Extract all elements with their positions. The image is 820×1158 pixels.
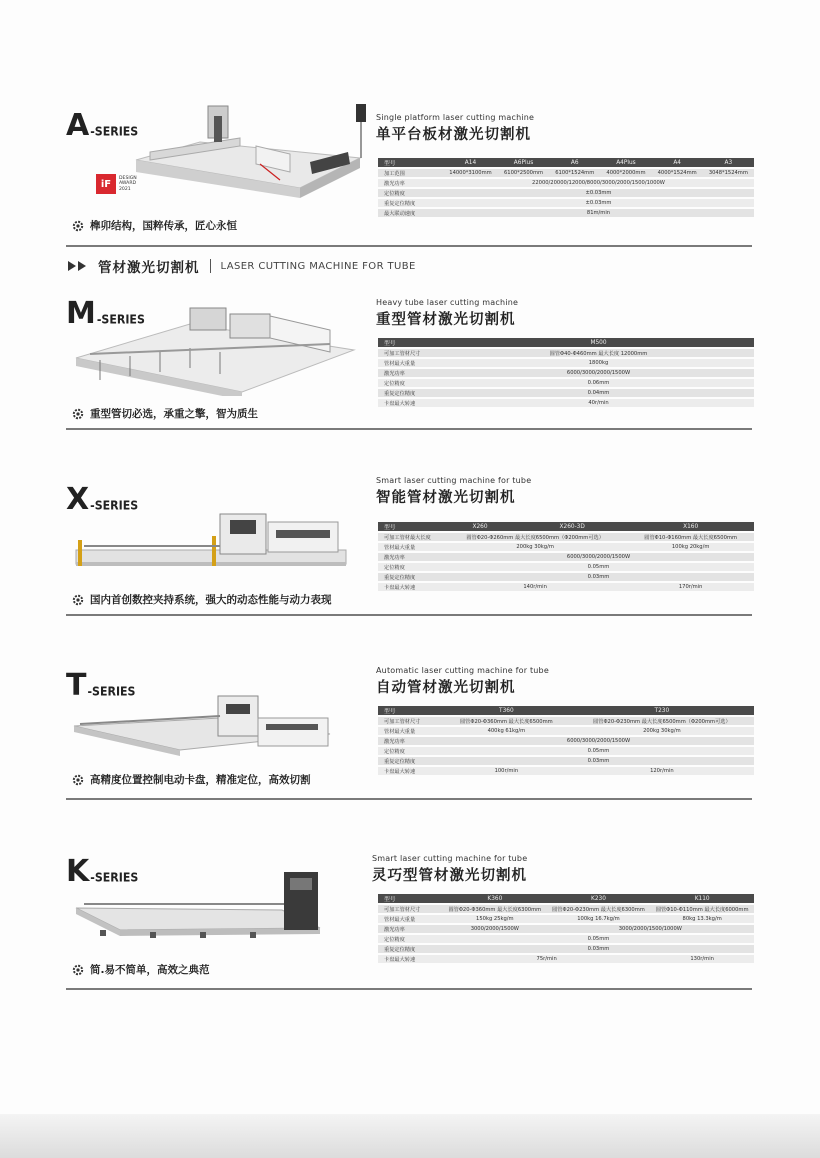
spec-cell: 6100*1524mm [549, 169, 600, 177]
gear-icon [72, 220, 84, 232]
spec-cell: 0.03mm [443, 945, 754, 953]
spec-header-cell: 型号 [378, 338, 443, 347]
tagline-text: 高精度位置控制电动卡盘，精准定位，高效切割 [90, 774, 311, 786]
spec-header-row [378, 158, 754, 167]
series-tagline [72, 772, 311, 787]
spec-cell: 130r/min [650, 955, 754, 963]
series-letter: A [66, 108, 89, 143]
heading-en: Automatic laser cutting machine for tube [376, 666, 549, 675]
spec-cell: 200kg 30kg/m [570, 727, 754, 735]
spec-label-cell: 激光功率 [378, 737, 443, 745]
spec-table [378, 520, 754, 593]
spec-cell: 0.05mm [443, 563, 754, 571]
series-suffix: -SERIES [87, 684, 136, 699]
spec-row [378, 767, 754, 775]
spec-label-cell: 可加工管材最大长度 [378, 533, 443, 541]
spec-label-cell: 卡盘最大转速 [378, 399, 443, 407]
spec-label-cell: 管材最大重量 [378, 543, 443, 551]
heading-cn: 智能管材激光切割机 [376, 490, 516, 506]
spec-header-cell: A14 [443, 158, 498, 167]
spec-cell: 170r/min [627, 583, 754, 591]
series-tagline [72, 406, 258, 421]
spec-row [378, 737, 754, 745]
spec-cell: 圆管Φ40-Φ460mm 最大长度 12000mm [443, 349, 754, 357]
heading-cn: 单平台板材激光切割机 [376, 127, 531, 143]
spec-header-cell: T230 [570, 706, 754, 715]
heading-cn: 重型管材激光切割机 [376, 312, 516, 328]
tube-header-cn: 管材激光切割机 [98, 260, 200, 276]
gear-icon [72, 774, 84, 786]
series-letter: M [66, 296, 95, 331]
tagline-text: 简.易不简单，高效之典范 [90, 964, 210, 976]
series-tagline [72, 592, 332, 607]
spec-label-cell: 可加工管材尺寸 [378, 905, 443, 913]
spec-cell: 圆管Φ10-Φ160mm 最大长度6500mm [627, 533, 754, 541]
spec-label-cell: 可加工管材尺寸 [378, 717, 443, 725]
spec-cell: 1800kg [443, 359, 754, 367]
section-divider [66, 428, 752, 430]
spec-label-cell: 卡盘最大转速 [378, 583, 443, 591]
series-suffix: -SERIES [96, 312, 145, 327]
spec-cell: 6000/3000/2000/1500W [443, 737, 754, 745]
heading-en: Smart laser cutting machine for tube [376, 476, 532, 485]
double-arrow-icon [66, 259, 90, 273]
spec-label-cell: 卡盘最大转速 [378, 767, 443, 775]
series-suffix: -SERIES [90, 124, 139, 139]
spec-header-cell: A6 [549, 158, 600, 167]
spec-header-row [378, 706, 754, 715]
series-heading [376, 476, 531, 507]
spec-cell: 100kg 20kg/m [627, 543, 754, 551]
spec-header-cell: K360 [443, 894, 547, 903]
spec-label-cell: 定位精度 [378, 379, 443, 387]
spec-label-cell: 激光功率 [378, 553, 443, 561]
series-heading [376, 113, 534, 144]
spec-label-cell: 激光功率 [378, 369, 443, 377]
section-divider [66, 245, 752, 247]
spec-cell: 3048*1524mm [703, 169, 754, 177]
spec-cell: 0.05mm [443, 935, 754, 943]
award-line2: AWARD [119, 181, 137, 187]
spec-cell: 0.05mm [443, 747, 754, 755]
spec-row [378, 935, 754, 943]
spec-cell: 0.04mm [443, 389, 754, 397]
series-suffix: -SERIES [90, 498, 139, 513]
spec-cell: 圆管Φ20-Φ230mm 最大长度6300mm [547, 905, 651, 913]
series-tagline [72, 962, 210, 977]
header-separator [210, 259, 211, 273]
if-mark: iF [96, 174, 116, 194]
spec-cell: 4000*1524mm [652, 169, 703, 177]
spec-cell: 100r/min [443, 767, 570, 775]
spec-label-cell: 定位精度 [378, 747, 443, 755]
spec-label-cell: 定位精度 [378, 189, 443, 197]
section-divider [66, 614, 752, 616]
m-series-machine-image [70, 300, 360, 396]
tube-category-header [66, 256, 416, 276]
spec-header-cell: 型号 [378, 706, 443, 715]
series-tagline [72, 218, 237, 233]
spec-row [378, 389, 754, 397]
section-divider [66, 988, 752, 990]
tagline-text: 榫卯结构，国粹传承，匠心永恒 [90, 220, 237, 232]
k-series-machine-image [70, 868, 360, 948]
spec-label-cell: 定位精度 [378, 935, 443, 943]
spec-cell: 140r/min [443, 583, 627, 591]
series-heading [376, 666, 549, 697]
spec-header-cell: M500 [443, 338, 754, 347]
spec-header-cell: X260-3D [517, 522, 627, 531]
spec-label-cell: 激光功率 [378, 925, 443, 933]
spec-row [378, 349, 754, 357]
spec-row [378, 169, 754, 177]
spec-row [378, 553, 754, 561]
t-series-machine-image [70, 694, 360, 764]
spec-label-cell: 重复定位精度 [378, 757, 443, 765]
spec-cell: 6100*2500mm [498, 169, 549, 177]
section-divider [66, 798, 752, 800]
gear-icon [72, 964, 84, 976]
spec-cell: 圆管Φ20-Φ260mm 最大长度6500mm（Φ200mm可选） [443, 533, 627, 541]
spec-header-row [378, 338, 754, 347]
spec-cell: 100kg 16.7kg/m [547, 915, 651, 923]
series-letter: T [66, 668, 86, 703]
spec-table [378, 892, 754, 965]
spec-cell: 200kg 30kg/m [443, 543, 627, 551]
heading-cn: 灵巧型管材激光切割机 [372, 868, 527, 884]
spec-label-cell: 加工范围 [378, 169, 443, 177]
heading-en: Smart laser cutting machine for tube [372, 854, 528, 863]
spec-label-cell: 管材最大重量 [378, 359, 443, 367]
spec-row [378, 573, 754, 581]
tagline-text: 国内首创数控夹持系统，强大的动态性能与动力表现 [90, 594, 332, 606]
spec-cell: 150kg 25kg/m [443, 915, 547, 923]
gear-icon [72, 408, 84, 420]
spec-header-row [378, 522, 754, 531]
heading-en: Heavy tube laser cutting machine [376, 298, 519, 307]
spec-cell: 圆管Φ20-Φ360mm 最大长度6500mm [443, 717, 570, 725]
spec-header-cell: T360 [443, 706, 570, 715]
spec-header-cell: 型号 [378, 894, 443, 903]
spec-label-cell: 可加工管材尺寸 [378, 349, 443, 357]
spec-cell: 22000/20000/12000/8000/3000/2000/1500/1000W [443, 179, 754, 187]
spec-cell: 圆管Φ20-Φ360mm 最大长度6300mm [443, 905, 547, 913]
spec-cell: 6000/3000/2000/1500W [443, 369, 754, 377]
spec-header-cell: A3 [703, 158, 754, 167]
spec-row [378, 563, 754, 571]
spec-row [378, 925, 754, 933]
spec-header-cell: A6Plus [498, 158, 549, 167]
spec-header-row [378, 894, 754, 903]
spec-header-cell: X160 [627, 522, 754, 531]
spec-cell: 400kg 61kg/m [443, 727, 570, 735]
spec-row [378, 905, 754, 913]
x-series-machine-image [70, 510, 360, 580]
award-line1: DESIGN [119, 176, 137, 182]
heading-cn: 自动管材激光切割机 [376, 680, 516, 696]
spec-label-cell: 最大联动速度 [378, 209, 443, 217]
series-letter: X [66, 482, 89, 517]
spec-row [378, 727, 754, 735]
spec-header-cell: A4 [652, 158, 703, 167]
spec-cell: 81m/min [443, 209, 754, 217]
spec-cell: 120r/min [570, 767, 754, 775]
spec-cell: 6000/3000/2000/1500W [443, 553, 754, 561]
spec-cell: 14000*3100mm [443, 169, 498, 177]
spec-row [378, 199, 754, 207]
spec-row [378, 359, 754, 367]
scan-bottom-edge [0, 1114, 820, 1158]
spec-row [378, 543, 754, 551]
spec-row [378, 583, 754, 591]
spec-row [378, 209, 754, 217]
spec-header-cell: K230 [547, 894, 651, 903]
spec-row [378, 189, 754, 197]
spec-cell: 40r/min [443, 399, 754, 407]
series-heading [376, 298, 518, 329]
spec-cell: 圆管Φ20-Φ230mm 最大长度6500mm（Φ200mm可选） [570, 717, 754, 725]
series-letter: K [66, 854, 89, 889]
spec-cell: 0.03mm [443, 573, 754, 581]
spec-row [378, 955, 754, 963]
spec-row [378, 179, 754, 187]
spec-cell: 80kg 13.3kg/m [650, 915, 754, 923]
spec-row [378, 945, 754, 953]
spec-cell: 0.06mm [443, 379, 754, 387]
spec-table [378, 336, 754, 409]
spec-label-cell: 激光功率 [378, 179, 443, 187]
spec-row [378, 369, 754, 377]
series-suffix: -SERIES [90, 870, 139, 885]
spec-label-cell: 定位精度 [378, 563, 443, 571]
spec-row [378, 915, 754, 923]
spec-cell: ±0.03mm [443, 189, 754, 197]
spec-cell: 4000*2000mm [600, 169, 651, 177]
spec-header-cell: 型号 [378, 522, 443, 531]
tube-header-en: LASER CUTTING MACHINE FOR TUBE [220, 260, 416, 272]
spec-header-cell: K110 [650, 894, 754, 903]
spec-label-cell: 重复定位精度 [378, 199, 443, 207]
a-series-machine-image [130, 102, 390, 198]
spec-cell: 75r/min [443, 955, 650, 963]
spec-cell: 3000/2000/1500/1000W [547, 925, 754, 933]
spec-cell: 0.03mm [443, 757, 754, 765]
spec-row [378, 399, 754, 407]
tagline-text: 重型管切必选，承重之擎，智为质生 [90, 408, 258, 420]
spec-header-cell: A4Plus [600, 158, 651, 167]
spec-cell: 圆管Φ10-Φ110mm 最大长度6000mm [650, 905, 754, 913]
series-label [66, 108, 138, 143]
spec-table [378, 156, 754, 219]
spec-label-cell: 管材最大重量 [378, 915, 443, 923]
spec-row [378, 533, 754, 541]
spec-cell: ±0.03mm [443, 199, 754, 207]
spec-header-cell: 型号 [378, 158, 443, 167]
spec-label-cell: 重复定位精度 [378, 573, 443, 581]
spec-label-cell: 重复定位精度 [378, 945, 443, 953]
spec-cell: 3000/2000/1500W [443, 925, 547, 933]
spec-row [378, 747, 754, 755]
spec-label-cell: 卡盘最大转速 [378, 955, 443, 963]
spec-label-cell: 管材最大重量 [378, 727, 443, 735]
spec-table [378, 704, 754, 777]
spec-label-cell: 重复定位精度 [378, 389, 443, 397]
gear-icon [72, 594, 84, 606]
spec-header-cell: X260 [443, 522, 517, 531]
spec-row [378, 379, 754, 387]
heading-en: Single platform laser cutting machine [376, 113, 535, 122]
series-heading [372, 854, 527, 885]
spec-row [378, 717, 754, 725]
award-line3: 2021 [119, 186, 131, 192]
spec-row [378, 757, 754, 765]
